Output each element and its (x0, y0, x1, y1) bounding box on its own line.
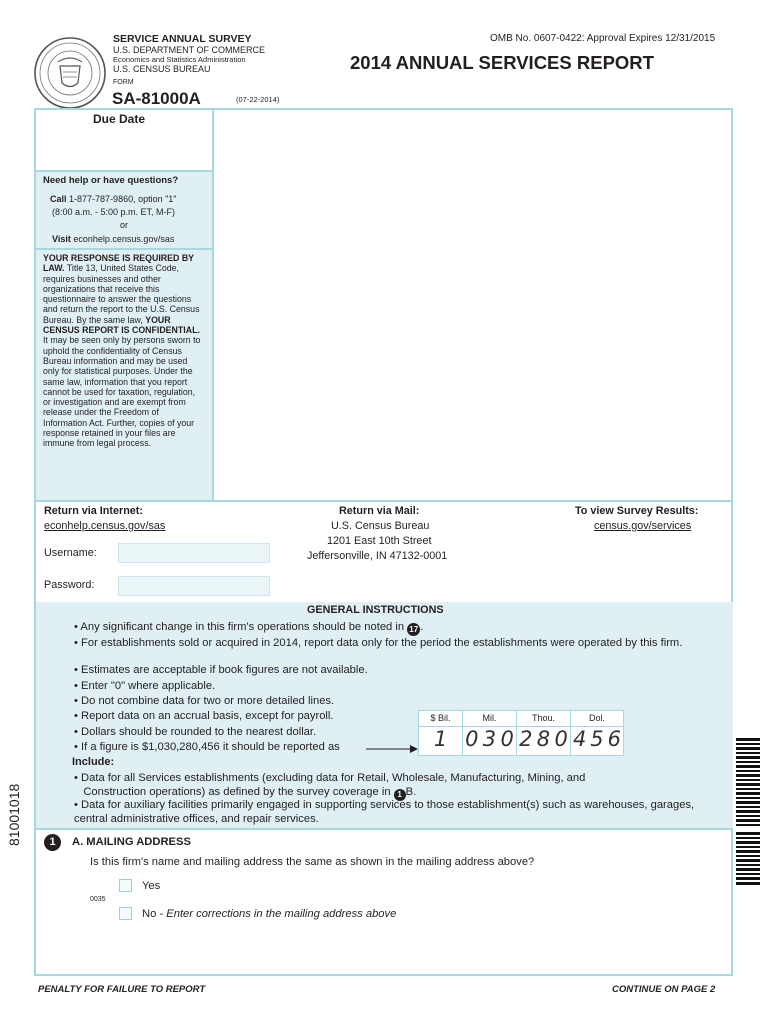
side-code-text: 81001018 (6, 783, 22, 846)
instruction-2: • For establishments sold or acquired in 2014, report data only for the period the establishments were operated by this firm. (74, 637, 683, 649)
barcode-lower (736, 832, 760, 886)
help-or: or (120, 220, 129, 230)
instruction-1-text: Any significant change in this firm's operations should be noted in (80, 621, 405, 633)
instruction-3-text: Estimates are acceptable if book figures are not available. (81, 664, 368, 676)
item-code: 0035 (90, 896, 106, 903)
instructions-heading: GENERAL INSTRUCTIONS (307, 604, 444, 616)
form-label: FORM (113, 79, 134, 86)
instruction-1: • Any significant change in this firm's operations should be noted in 17 . (74, 621, 424, 634)
example-digit: 8 (536, 727, 551, 751)
include-1-text-a: Data for all Services establishments (excluding data for Retail, Wholesale, Manufacturing, Mining, and (81, 772, 586, 784)
legal-text-1: Title 13, United States Code, requires businesses and other organizations that receive this questionnaire to answer the questions and return the report to the U.S. Census Bureau. By the same law, (43, 263, 200, 325)
example-arrow-icon (366, 741, 418, 759)
instruction-6: • Report data on an accrual basis, except for payroll. (74, 710, 334, 722)
example-group-bil (419, 727, 463, 755)
example-header-dol: Dol. (588, 713, 605, 723)
example-digit: 3 (482, 727, 497, 751)
include-2-text: Data for auxiliary facilities primarily engaged in supporting services to those establishment(s) such as warehouses, garages, central administrative offices, and repair services. (74, 799, 695, 825)
esa-name: Economics and Statistics Administration (113, 55, 246, 64)
example-digit: 0 (500, 727, 514, 751)
side-form-code (6, 783, 22, 846)
include-2: • Data for auxiliary facilities primarily engaged in supporting services to those establishment(s) such as warehouses, garages, central administrative offices, and repair services. (74, 799, 695, 825)
item-1-ref-number: 1 (397, 790, 402, 799)
include-1-text-b: Construction operations) as defined by the survey coverage in (83, 786, 391, 798)
section-heading: A. MAILING ADDRESS (72, 836, 191, 848)
no-label: No (142, 908, 157, 920)
include-1: • Data for all Services establishments (excluding data for Retail, Wholesale, Manufacturing, Mining, and Construction operations) as defined by the survey coverage in 1 B. (74, 772, 586, 799)
department-name: U.S. DEPARTMENT OF COMMERCE (113, 45, 266, 55)
no-instruction: - Enter corrections in the mailing address above (159, 908, 397, 920)
mail-line-2: 1201 East 10th Street (327, 535, 432, 547)
instruction-2-text: For establishments sold or acquired in 2014, report data only for the period the establishments were operated by this firm. (81, 637, 683, 649)
example-digit: 1 (433, 727, 448, 751)
form-date: (07-22-2014) (236, 95, 280, 104)
mail-line-1: U.S. Census Bureau (331, 520, 430, 532)
item-17-ref-icon (407, 623, 420, 636)
instruction-8: • If a figure is $1,030,280,456 it should be reported as (74, 741, 340, 753)
password-label: Password: (44, 579, 95, 591)
omb-approval: OMB No. 0607-0422: Approval Expires 12/31/2015 (490, 33, 716, 44)
instruction-5-text: Do not combine data for two or more detailed lines. (81, 695, 335, 707)
call-label: Call (50, 194, 67, 204)
password-field[interactable] (118, 576, 270, 596)
due-date-label: Due Date (93, 112, 146, 126)
legal-required: YOUR RESPONSE IS REQUIRED BY LAW. (43, 253, 194, 274)
username-label: Username: (44, 547, 97, 559)
instruction-4-text: Enter "0" where applicable. (81, 680, 216, 692)
results-url-link[interactable]: census.gov/services (594, 520, 692, 532)
phone-number: 1-877-787-9860, option "1" (69, 194, 177, 204)
help-visit (52, 234, 174, 244)
due-date-box (36, 110, 214, 172)
instruction-5: • Do not combine data for two or more detailed lines. (74, 695, 335, 707)
mail-heading: Return via Mail: (339, 505, 420, 517)
example-digit: 0 (554, 727, 568, 751)
username-field[interactable] (118, 543, 270, 563)
commerce-seal-logo (33, 36, 107, 110)
help-website-link[interactable]: econhelp.census.gov/sas (73, 234, 175, 244)
item-17-ref-number: 17 (409, 625, 419, 634)
instruction-7-text: Dollars should be rounded to the nearest dollar. (81, 726, 317, 738)
help-heading: Need help or have questions? (43, 175, 179, 186)
no-option (142, 908, 396, 920)
include-label: Include: (72, 756, 115, 768)
instruction-8-text: If a figure is $1,030,280,456 it should be reported as (81, 741, 340, 753)
example-header-row (419, 711, 623, 727)
help-hours: (8:00 a.m. - 5:00 p.m. ET, M-F) (52, 207, 176, 217)
example-group-dol (571, 727, 623, 755)
example-digit: 5 (590, 727, 604, 751)
section-number: 1 (49, 836, 56, 848)
mail-line-3: Jeffersonville, IN 47132-0001 (307, 550, 448, 562)
example-digit: 4 (572, 727, 587, 751)
legal-confidential: YOUR CENSUS REPORT IS CONFIDENTIAL. (43, 314, 200, 336)
yes-label: Yes (142, 880, 161, 892)
mailing-label-area (214, 110, 732, 500)
results-heading: To view Survey Results: (575, 505, 699, 517)
help-call (50, 194, 177, 204)
example-header-bil: $ Bil. (419, 711, 463, 726)
example-header-thou: Thou. (517, 711, 571, 726)
instruction-7: • Dollars should be rounded to the nearest dollar. (74, 726, 317, 738)
internet-heading: Return via Internet: (44, 505, 143, 517)
internet-url-link[interactable]: econhelp.census.gov/sas (44, 520, 166, 532)
instruction-3: • Estimates are acceptable if book figures are not available. (74, 664, 368, 676)
legal-text-2: It may be seen only by persons sworn to uphold the confidentiality of Census Bureau information and may be used only for statistical purposes. Under the same law, information that you report cannot be used for taxation, regulation, or investigation and are exempt from release under the Freedom of Information Act. Further, copies of your response retained in your files are immune from legal process. (43, 335, 201, 449)
help-box (36, 172, 214, 250)
section-number-icon (44, 834, 61, 851)
footer-continue: CONTINUE ON PAGE 2 (612, 984, 716, 995)
example-digit: 2 (519, 727, 533, 751)
example-group-thou (517, 727, 571, 755)
form-number: SA-81000A (112, 89, 201, 108)
visit-label: Visit (52, 234, 71, 244)
section-question: Is this firm's name and mailing address the same as shown in the mailing address above? (90, 856, 535, 868)
yes-checkbox[interactable] (119, 879, 132, 892)
instruction-4: • Enter "0" where applicable. (74, 680, 216, 692)
survey-name: SERVICE ANNUAL SURVEY (113, 33, 252, 45)
no-checkbox[interactable] (119, 907, 132, 920)
example-digit: 6 (607, 727, 621, 751)
barcode-upper (736, 738, 760, 826)
legal-text (43, 253, 205, 449)
example-header-mil: Mil. (463, 711, 517, 726)
example-group-mil (463, 727, 517, 755)
example-digit-row (419, 727, 623, 755)
example-digit: 0 (465, 727, 479, 751)
include-1-suffix: B. (405, 786, 417, 798)
report-title: 2014 ANNUAL SERVICES REPORT (350, 52, 654, 73)
instruction-6-text: Report data on an accrual basis, except for payroll. (81, 710, 334, 722)
footer-penalty: PENALTY FOR FAILURE TO REPORT (38, 984, 206, 995)
section-1 (36, 828, 733, 976)
bureau-name: U.S. CENSUS BUREAU (113, 64, 211, 74)
example-figure-box (418, 710, 624, 756)
legal-notice (36, 250, 214, 500)
